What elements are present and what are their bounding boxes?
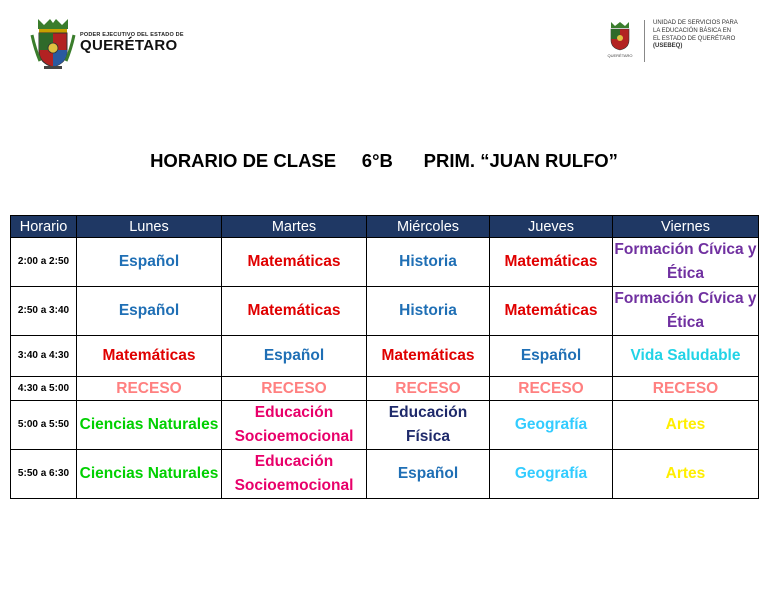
header-divider [644,20,645,62]
small-coat-of-arms-icon [606,20,634,52]
subject-cell: Ciencias Naturales [77,450,222,499]
col-header-martes: Martes [222,216,367,238]
coat-of-arms-icon [30,15,76,71]
subject-cell: Matemáticas [490,238,613,287]
subject-cell: Matemáticas [222,287,367,336]
time-slot: 5:50 a 6:30 [11,450,77,499]
usebeq-line-2: LA EDUCACIÓN BÁSICA EN [653,27,732,34]
table-row [11,238,759,287]
usebeq-logo [602,20,763,62]
usebeq-line-3: EL ESTADO DE QUERÉTARO [653,35,736,42]
subject-cell: Artes [613,450,759,499]
time-slot: 2:50 a 3:40 [11,287,77,336]
table-row [11,401,759,450]
state-name: QUERÉTARO [80,37,178,54]
col-header-miercoles: Miércoles [367,216,490,238]
table-row [11,377,759,401]
subject-cell: Matemáticas [490,287,613,336]
subject-cell: Historia [367,287,490,336]
usebeq-text [653,20,763,51]
time-slot: 2:00 a 2:50 [11,238,77,287]
subject-cell: Artes [613,401,759,450]
page-title: HORARIO DE CLASE 6°B PRIM. “JUAN RULFO” [150,150,618,171]
table-header-row [11,216,759,238]
subject-cell: Historia [367,238,490,287]
subject-cell: Vida Saludable [613,336,759,377]
subject-cell: Español [490,336,613,377]
subject-cell: Geografía [490,401,613,450]
subject-cell: RECESO [222,377,367,401]
subject-cell: Español [77,287,222,336]
state-government-logo [30,14,184,72]
government-subtitle: PODER EJECUTIVO DEL ESTADO DE [80,32,184,38]
subject-cell: Educación Socioemocional [222,401,367,450]
col-header-jueves: Jueves [490,216,613,238]
table-row [11,450,759,499]
subject-cell: Educación Socioemocional [222,450,367,499]
subject-cell: Geografía [490,450,613,499]
subject-cell: RECESO [490,377,613,401]
subject-cell: Formación Cívica y Ética [613,287,759,336]
subject-cell: RECESO [367,377,490,401]
schedule-table [10,215,759,499]
subject-cell: Español [77,238,222,287]
subject-cell: RECESO [613,377,759,401]
col-header-lunes: Lunes [77,216,222,238]
subject-cell: Español [367,450,490,499]
time-slot: 4:30 a 5:00 [11,377,77,401]
subject-cell: RECESO [77,377,222,401]
subject-cell: Español [222,336,367,377]
small-seal-caption: QUERÉTARO [607,53,633,58]
usebeq-line-4: (USEBEQ) [653,43,683,50]
col-header-horario: Horario [11,216,77,238]
table-row [11,336,759,377]
subject-cell: Matemáticas [367,336,490,377]
time-slot: 3:40 a 4:30 [11,336,77,377]
subject-cell: Ciencias Naturales [77,401,222,450]
subject-cell: Matemáticas [77,336,222,377]
col-header-viernes: Viernes [613,216,759,238]
subject-cell: Matemáticas [222,238,367,287]
subject-cell: Educación Física [367,401,490,450]
time-slot: 5:00 a 5:50 [11,401,77,450]
usebeq-line-1: UNIDAD DE SERVICIOS PARA [653,20,738,26]
subject-cell: Formación Cívica y Ética [613,238,759,287]
table-row [11,287,759,336]
